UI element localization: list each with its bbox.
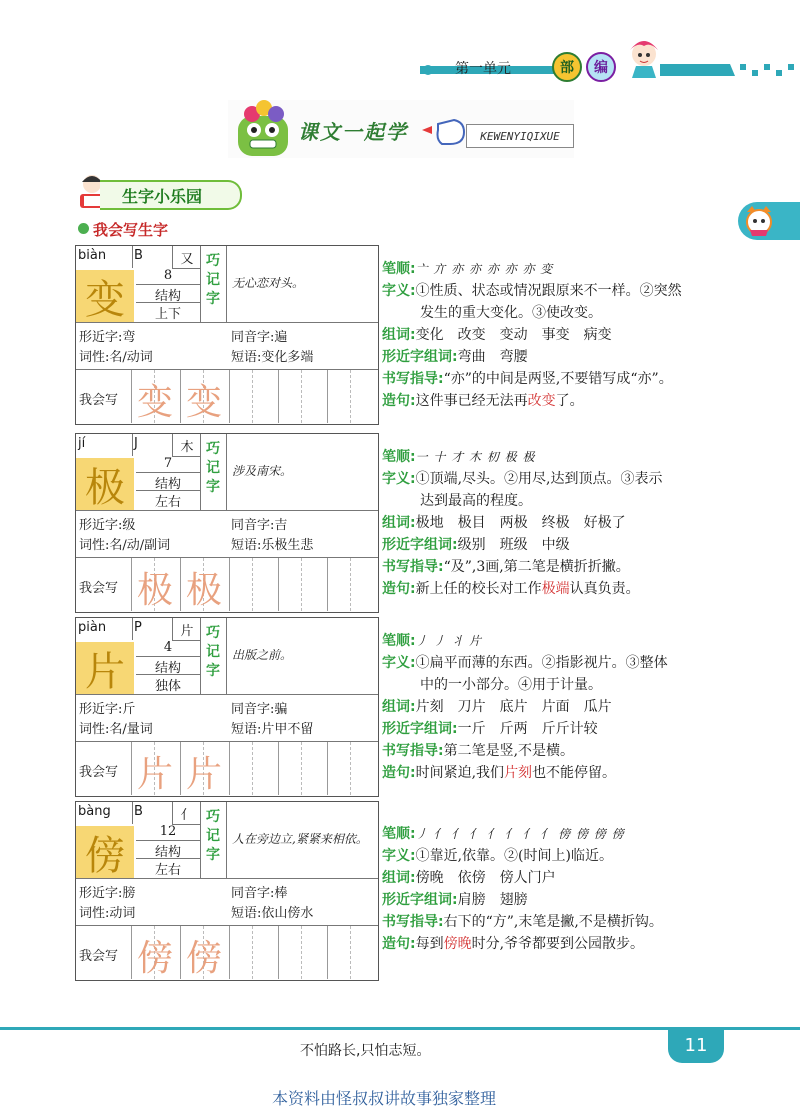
sentence-post: 时分,爷爷都要到公园散步。 (471, 936, 645, 952)
label: 组词: (382, 515, 416, 531)
grid-cell[interactable] (278, 558, 323, 611)
writing-grid[interactable] (131, 742, 378, 796)
header-band (0, 62, 800, 84)
sentence-line (382, 762, 616, 782)
sentence-line (382, 578, 640, 598)
stroke-count: 7 (163, 456, 173, 471)
banner-title: 课文一起学 (298, 120, 408, 144)
sentence-highlight: 傍晚 (443, 936, 472, 952)
label: 字义: (382, 655, 416, 671)
memory-label: 巧记字 (206, 441, 220, 495)
grid-guide (350, 558, 351, 611)
phrase: 短语:片甲不留 (231, 722, 314, 737)
grid-guide (252, 742, 253, 795)
label: 书写指导: (382, 559, 444, 575)
words: 片刻 刀片 底片 片面 瓜片 (415, 699, 612, 715)
index-letter: B (134, 248, 143, 263)
write-label: 我会写 (79, 581, 119, 596)
grid-cell[interactable] (229, 558, 274, 611)
label: 字义: (382, 471, 416, 487)
divider (226, 802, 227, 878)
char-card (75, 433, 379, 613)
grid-guide (301, 370, 302, 423)
char-card (75, 801, 379, 981)
meaning-cont: 达到最高的程度。 (420, 493, 532, 509)
stroke-order: 丿 亻 亻 亻 亻 亻 亻 亻 傍 傍 傍 傍 (415, 827, 625, 841)
structure-label: 结构 (136, 284, 200, 301)
divider (76, 694, 378, 695)
radical: 亻 (172, 802, 201, 825)
stroke-order-line (382, 630, 482, 650)
grid-cell[interactable] (327, 742, 372, 795)
divider (76, 878, 378, 879)
writing-guide-line (382, 556, 630, 576)
memory-tip: 人在旁边立,紧紧来相依。 (232, 832, 368, 846)
sentence-highlight: 改变 (527, 393, 556, 409)
meaning-cont: 中的一小部分。④用于计量。 (420, 677, 602, 693)
writing-guide: 第二笔是竖,不是横。 (443, 743, 575, 759)
page-number: 11 (668, 1027, 724, 1063)
memory-tip: 出版之前。 (232, 648, 293, 662)
sentence-highlight: 极端 (541, 581, 570, 597)
stroke-order-line (382, 258, 553, 278)
grid-cell[interactable] (229, 742, 274, 795)
grid-cell[interactable] (229, 926, 274, 979)
similar-char: 形近字:弯 (79, 330, 136, 345)
memory-label: 巧记字 (206, 809, 220, 863)
label: 造句: (382, 393, 416, 409)
structure-value: 左右 (136, 858, 200, 877)
grid-guide (252, 926, 253, 979)
subhead: 我会写生字 (93, 221, 169, 239)
sentence-post: 也不能停留。 (532, 765, 617, 781)
bullet-dot (78, 223, 89, 234)
homophone: 同音字:吉 (231, 518, 288, 533)
structure-label: 结构 (136, 472, 200, 489)
trace-char: 变 (136, 382, 173, 423)
grid-cell[interactable] (327, 370, 372, 423)
unit-title: 第一单元 (455, 61, 511, 77)
words: 极地 极目 两极 终极 好极了 (415, 515, 626, 531)
phrase: 短语:乐极生悲 (231, 538, 314, 553)
writing-guide-line (382, 368, 673, 388)
grid-cell[interactable] (327, 558, 372, 611)
pinyin: bàng (78, 804, 111, 819)
similar-words-line (382, 346, 528, 366)
sentence-post: 了。 (555, 393, 584, 409)
part-of-speech: 词性:名/量词 (79, 722, 153, 737)
part-of-speech: 词性:名/动/副词 (79, 538, 171, 553)
grid-cell[interactable] (229, 370, 274, 423)
grid-guide (301, 926, 302, 979)
words-line (382, 696, 612, 716)
memory-label: 巧记字 (206, 625, 220, 679)
writing-guide: “亦”的中间是两竖,不要错写成“亦”。 (443, 371, 673, 387)
trace-char: 片 (185, 754, 222, 795)
words-line (382, 512, 626, 532)
memory-tip: 无心恋对头。 (232, 276, 305, 290)
cartoon-cat-icon (742, 204, 776, 238)
divider (132, 246, 133, 268)
words: 变化 改变 变动 事变 病变 (415, 327, 612, 343)
similar-words-line (382, 889, 528, 909)
label: 笔顺: (382, 633, 416, 649)
divider (76, 510, 378, 511)
divider (132, 802, 133, 824)
writing-guide-line (382, 740, 574, 760)
meaning-line (382, 652, 668, 672)
big-character: 片 (76, 642, 134, 694)
label: 造句: (382, 581, 416, 597)
writing-grid[interactable] (131, 558, 378, 612)
pinyin: biàn (78, 248, 107, 263)
grid-cell[interactable] (327, 926, 372, 979)
meaning-line (382, 845, 613, 865)
label: 字义: (382, 283, 416, 299)
meaning-line (382, 280, 682, 300)
similar-words: 弯曲 弯腰 (457, 349, 528, 365)
index-letter: J (134, 436, 138, 451)
trace-char: 傍 (136, 938, 173, 979)
label: 造句: (382, 765, 416, 781)
label: 形近字组词: (382, 721, 458, 737)
watermark-text: 本资料由怪叔叔讲故事独家整理 (272, 1089, 497, 1108)
trace-char: 变 (185, 382, 222, 423)
label: 形近字组词: (382, 892, 458, 908)
label: 书写指导: (382, 914, 444, 930)
label: 组词: (382, 327, 416, 343)
similar-char: 形近字:级 (79, 518, 136, 533)
stroke-count: 8 (163, 268, 173, 283)
memory-tip: 涉及南宋。 (232, 464, 293, 478)
sentence-pre: 这件事已经无法再 (415, 393, 528, 409)
label: 笔顺: (382, 826, 416, 842)
write-label: 我会写 (79, 393, 119, 408)
sentence-line (382, 390, 584, 410)
char-card (75, 245, 379, 425)
similar-words-line (382, 534, 570, 554)
write-label: 我会写 (79, 765, 119, 780)
writing-guide-line (382, 911, 663, 931)
write-label: 我会写 (79, 949, 119, 964)
grid-guide (252, 370, 253, 423)
badge-bian: 编 (586, 52, 616, 82)
stroke-order-line (382, 446, 536, 466)
structure-value: 上下 (136, 302, 200, 321)
big-character: 极 (76, 458, 134, 510)
meaning-cont: 发生的重大变化。③使改变。 (420, 305, 602, 321)
words-line (382, 324, 612, 344)
label: 形近字组词: (382, 349, 458, 365)
similar-words-line (382, 718, 598, 738)
cartoon-girl-icon (620, 32, 668, 80)
meaning: ①靠近,依靠。②(时间上)临近。 (415, 848, 613, 864)
structure-value: 左右 (136, 490, 200, 509)
structure-label: 结构 (136, 656, 200, 673)
grid-cell[interactable] (278, 742, 323, 795)
label: 组词: (382, 870, 416, 886)
label: 字义: (382, 848, 416, 864)
writing-guide: 右下的“方”,末笔是撇,不是横折钩。 (443, 914, 663, 930)
stroke-order: 一 十 才 木 朷 极 极 (415, 450, 536, 464)
phrase: 短语:依山傍水 (231, 906, 314, 921)
homophone: 同音字:棒 (231, 886, 288, 901)
section-title: 生字小乐园 (122, 187, 203, 206)
divider (200, 618, 201, 694)
meaning: ①扁平而薄的东西。②指影视片。③整体 (415, 655, 668, 671)
sentence-highlight: 片刻 (504, 765, 533, 781)
stroke-order: 亠 亣 亦 亦 亦 亦 亦 变 (415, 262, 554, 276)
pointing-hand-icon (420, 116, 468, 148)
writing-grid[interactable] (131, 926, 378, 980)
divider (200, 802, 201, 878)
sentence-pre: 时间紧迫,我们 (415, 765, 505, 781)
sentence-line (382, 933, 644, 953)
divider (132, 618, 133, 640)
divider (132, 434, 133, 456)
sentence-post: 认真负责。 (569, 581, 640, 597)
index-letter: B (134, 804, 143, 819)
structure-value: 独体 (136, 674, 200, 693)
divider (200, 434, 201, 510)
trace-char: 极 (136, 570, 173, 611)
grid-guide (301, 558, 302, 611)
big-character: 傍 (76, 826, 134, 878)
label: 笔顺: (382, 261, 416, 277)
grid-guide (350, 742, 351, 795)
stroke-order-line (382, 823, 625, 843)
radical: 木 (172, 434, 201, 457)
homophone: 同音字:遍 (231, 330, 288, 345)
grid-guide (301, 742, 302, 795)
words-line (382, 867, 556, 887)
stroke-count: 4 (163, 640, 173, 655)
char-card (75, 617, 379, 797)
structure-label: 结构 (136, 840, 200, 857)
trace-char: 片 (136, 754, 173, 795)
stroke-order: 丿 丿 丬 片 (415, 634, 483, 648)
similar-words: 一斤 斤两 斤斤计较 (457, 721, 598, 737)
similar-char: 形近字:膀 (79, 886, 136, 901)
sentence-pre: 新上任的校长对工作 (415, 581, 542, 597)
pinyin: piàn (78, 620, 107, 635)
part-of-speech: 词性:名/动词 (79, 350, 153, 365)
green-monster-icon (232, 98, 294, 160)
divider (226, 434, 227, 510)
label: 形近字组词: (382, 537, 458, 553)
writing-guide: “及”,3画,第二笔是横折折撇。 (443, 559, 630, 575)
trace-char: 极 (185, 570, 222, 611)
grid-cell[interactable] (278, 370, 323, 423)
grid-cell[interactable] (278, 926, 323, 979)
index-letter: P (134, 620, 142, 635)
label: 造句: (382, 936, 416, 952)
grid-guide (252, 558, 253, 611)
divider (226, 618, 227, 694)
sentence-pre: 每到 (415, 936, 444, 952)
phrase: 短语:变化多端 (231, 350, 314, 365)
divider (226, 246, 227, 322)
stroke-count: 12 (159, 824, 177, 839)
label: 书写指导: (382, 371, 444, 387)
writing-grid[interactable] (131, 370, 378, 424)
part-of-speech: 词性:动词 (79, 906, 136, 921)
label: 组词: (382, 699, 416, 715)
footer-motto: 不怕路长,只怕志短。 (300, 1043, 431, 1059)
divider (76, 322, 378, 323)
badge-bu: 部 (552, 52, 582, 82)
meaning-line (382, 468, 663, 488)
memory-label: 巧记字 (206, 253, 220, 307)
similar-words: 级别 班级 中级 (457, 537, 570, 553)
words: 傍晚 依傍 傍人门户 (415, 870, 556, 886)
meaning: ①性质、状态或情况跟原来不一样。②突然 (415, 283, 682, 299)
meaning: ①顶端,尽头。②用尽,达到顶点。③表示 (415, 471, 663, 487)
label: 书写指导: (382, 743, 444, 759)
pinyin: jí (78, 436, 86, 451)
divider (200, 246, 201, 322)
similar-char: 形近字:斤 (79, 702, 136, 717)
banner-subtitle: KEWENYIQIXUE (466, 124, 574, 148)
big-character: 变 (76, 270, 134, 322)
similar-words: 肩膀 翅膀 (457, 892, 528, 908)
trace-char: 傍 (185, 938, 222, 979)
label: 笔顺: (382, 449, 416, 465)
homophone: 同音字:骗 (231, 702, 288, 717)
grid-guide (350, 370, 351, 423)
radical: 片 (172, 618, 201, 641)
radical: 又 (172, 246, 201, 269)
grid-guide (350, 926, 351, 979)
